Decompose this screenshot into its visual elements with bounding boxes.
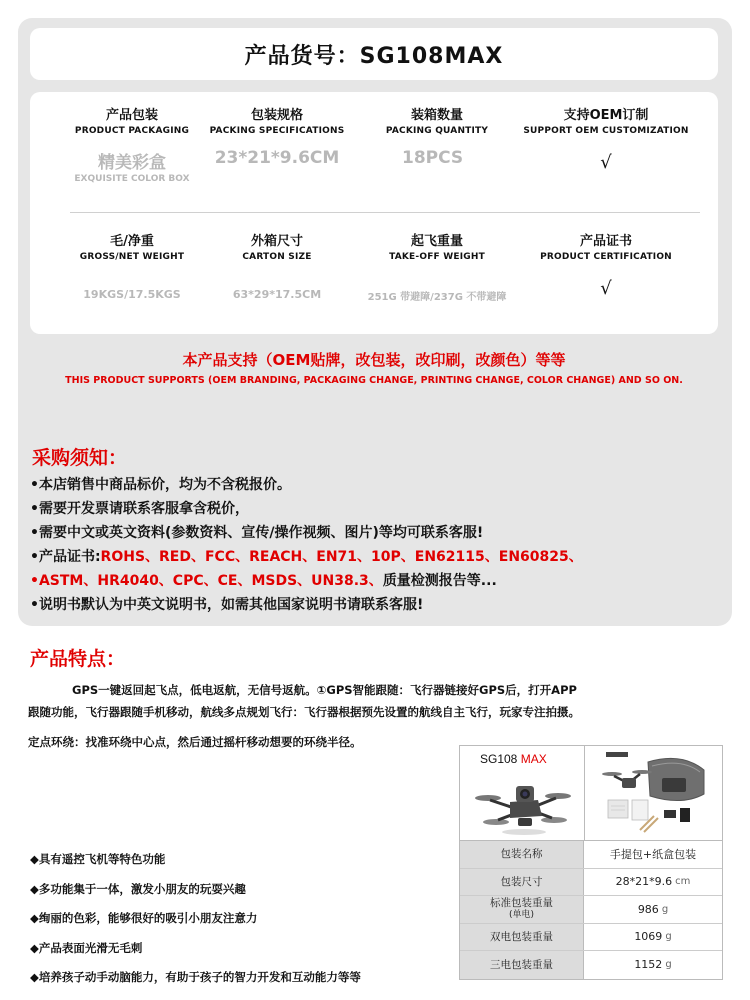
purchase-notice-list <box>30 473 730 617</box>
spec-label-en: TAKE-OFF WEIGHT <box>389 252 485 262</box>
row-unit: cm <box>675 876 691 888</box>
package-table <box>460 841 722 979</box>
spec-oem-support <box>514 104 698 173</box>
feature-bullets <box>30 850 450 998</box>
feature-bullet: ◆培养孩子动手动脑能力，有助于孩子的智力开发和互动能力等等 <box>30 970 361 984</box>
spec-value: 19KGS/17.5KGS <box>83 288 181 301</box>
row-label: 包装名称 <box>460 841 584 868</box>
spec-label-en: PACKING QUANTITY <box>385 126 489 136</box>
features-paragraph-2: 跟随功能，飞行器跟随手机移动，航线多点规划飞行：飞行器根据预先设置的航线自主飞行，玩家专注拍摄。 <box>28 705 580 719</box>
row-value <box>584 869 722 896</box>
row-label <box>460 896 584 923</box>
row-label: 三电包装重量 <box>460 951 584 979</box>
spec-divider <box>70 212 700 213</box>
oem-support-cn: 本产品支持（OEM贴牌，改包装，改印刷，改颜色）等等 <box>182 351 566 369</box>
spec-label-cn: 产品证书 <box>579 234 632 249</box>
spec-label-cn: 毛/净重 <box>110 234 154 249</box>
check-mark-icon: √ <box>600 278 612 299</box>
spec-value-en: EXQUISITE COLOR BOX <box>74 174 190 184</box>
spec-label-cn: 外箱尺寸 <box>250 234 303 249</box>
spec-gross-net-weight <box>52 230 212 301</box>
spec-label-en: SUPPORT OEM CUSTOMIZATION <box>523 126 689 136</box>
notice-line: •需要中文或英文资料(参数资料、宣传/操作视频、图片)等均可联系客服! <box>30 525 484 541</box>
spec-value: 精美彩盒 <box>98 153 166 173</box>
row-value-text: 1069 <box>634 930 663 944</box>
features-title: 产品特点： <box>30 648 126 670</box>
drone-image <box>474 772 574 838</box>
row-value-text: 1152 <box>634 958 663 972</box>
spec-label-cn: 包装规格 <box>250 108 303 123</box>
spec-label-cn: 产品包装 <box>105 108 158 123</box>
spec-value: 18PCS <box>402 148 464 168</box>
table-row <box>460 841 722 869</box>
row-label-sub: (单电) <box>508 910 535 921</box>
spec-product-certification <box>524 230 688 299</box>
spec-label-en: PRODUCT CERTIFICATION <box>540 252 672 262</box>
spec-label-en: CARTON SIZE <box>242 252 312 262</box>
spec-label-cn: 装箱数量 <box>410 108 463 123</box>
model-prefix: SG108 <box>480 752 518 766</box>
spec-value: 63*29*17.5CM <box>232 288 322 301</box>
row-label-text: 标准包装重量 <box>490 897 553 910</box>
features-paragraph-1: GPS一键返回起飞点，低电返航，无信号返航。①GPS智能跟随：飞行器链接好GPS后，打开APP <box>72 683 577 697</box>
notice-line-certificates <box>30 545 730 569</box>
row-value-text: 手提包+纸盒包装 <box>609 848 697 862</box>
table-row <box>460 896 722 924</box>
row-value <box>584 951 722 979</box>
spec-packing-quantity <box>372 104 502 168</box>
check-mark-icon: √ <box>600 152 612 173</box>
product-code-title <box>30 28 718 80</box>
model-name <box>480 752 547 766</box>
row-unit: g <box>661 903 669 915</box>
table-row <box>460 951 722 979</box>
notice-line-certificates-2 <box>30 569 730 593</box>
feature-bullet: ◆多功能集于一体，激发小朋友的玩耍兴趣 <box>30 881 246 896</box>
notice-cert-suffix: 质量检测报告等... <box>382 573 497 589</box>
spec-card <box>30 92 718 334</box>
row-value-text: 986 <box>637 902 659 916</box>
row-unit: g <box>665 959 672 971</box>
model-suffix: MAX <box>520 752 547 766</box>
notice-line: •本店销售中商品标价，均为不含税报价。 <box>30 477 291 493</box>
notice-cert-prefix: •产品证书: <box>30 549 101 565</box>
spec-product-packaging <box>62 104 202 184</box>
spec-packing-specifications <box>202 104 352 168</box>
row-unit: g <box>665 931 672 943</box>
notice-cert-list-2: •ASTM、HR4040、CPC、CE、MSDS、UN38.3、 <box>30 573 383 589</box>
spec-label-cn: 起飞重量 <box>410 234 463 249</box>
row-label: 双电包装重量 <box>460 924 584 951</box>
row-value <box>584 896 722 923</box>
spec-label-cn: 支持OEM订制 <box>563 108 649 123</box>
spec-carton-size <box>202 230 352 301</box>
spec-label-en: PRODUCT PACKAGING <box>74 126 190 136</box>
oem-support-en: THIS PRODUCT SUPPORTS (OEM BRANDING, PACKAGING CHANGE, PRINTING CHANGE, COLOR CHANGE) AND SO ON. <box>65 375 683 386</box>
notice-cert-list: ROHS、RED、FCC、REACH、EN71、10P、EN62115、EN60825、 <box>100 549 583 565</box>
image-divider <box>584 746 585 841</box>
row-value-text: 28*21*9.6 <box>615 875 673 889</box>
features-paragraph-3: 定点环绕：找准环绕中心点，然后通过摇杆移动想要的环绕半径。 <box>28 735 362 749</box>
spec-row-2 <box>30 230 718 320</box>
spec-takeoff-weight <box>352 230 522 303</box>
purchase-notice-title: 采购须知： <box>32 447 128 469</box>
row-label: 包装尺寸 <box>460 869 584 896</box>
spec-row-1 <box>30 104 718 194</box>
spec-value: 251G 带避障/237G 不带避障 <box>367 292 507 303</box>
feature-bullet: ◆产品表面光滑无毛刺 <box>30 940 143 955</box>
package-images <box>460 746 722 841</box>
table-row <box>460 869 722 897</box>
notice-line: •需要开发票请联系客服拿含税价， <box>30 501 249 517</box>
notice-line: •说明书默认为中英文说明书，如需其他国家说明书请联系客服! <box>30 597 424 613</box>
spec-label-en: PACKING SPECIFICATIONS <box>209 126 345 136</box>
spec-value: 23*21*9.6CM <box>214 148 340 168</box>
product-code-text: 产品货号：SG108MAX <box>244 43 504 69</box>
package-contents-image <box>600 750 712 836</box>
package-info-box <box>459 745 723 980</box>
feature-bullet: ◆具有遥控飞机等特色功能 <box>30 852 166 866</box>
row-value <box>584 841 722 868</box>
table-row <box>460 924 722 952</box>
feature-bullet: ◆绚丽的色彩，能够很好的吸引小朋友注意力 <box>30 911 258 925</box>
row-value <box>584 924 722 951</box>
spec-label-en: GROSS/NET WEIGHT <box>79 252 185 262</box>
